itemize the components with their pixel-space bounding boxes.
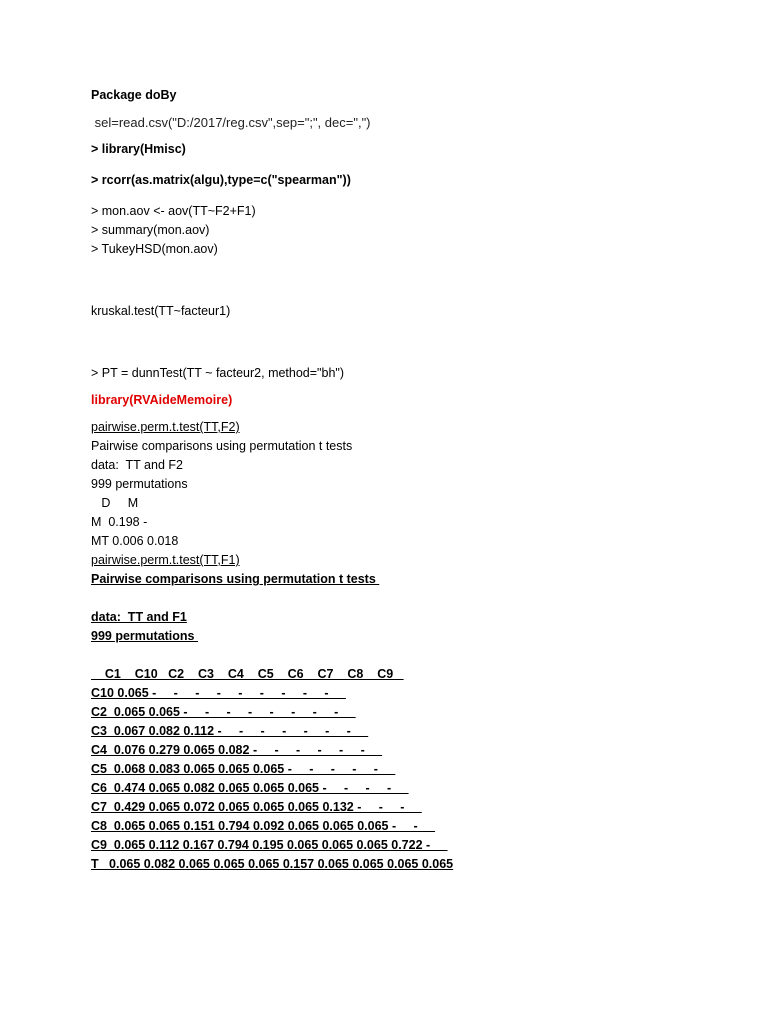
perm2-data: data: TT and F1 [91,610,187,624]
perm2-title: Pairwise comparisons using permutation t tests [91,572,380,586]
matrix-header: C1 C10 C2 C3 C4 C5 C6 C7 C8 C9 [91,667,404,681]
perm1-row: M 0.198 - [91,515,148,529]
perm2-permutations: 999 permutations [91,629,198,643]
matrix-row: T 0.065 0.082 0.065 0.065 0.065 0.157 0.065 0.065 0.065 0.065 [91,857,454,871]
read-csv-line: sel=read.csv("D:/2017/reg.csv",sep=";", dec=",") [91,115,371,130]
matrix-row: C10 0.065 - - - - - - - - - [91,686,346,700]
matrix-row: C7 0.429 0.065 0.072 0.065 0.065 0.065 0.132 - - - [91,800,422,814]
kruskal-line: kruskal.test(TT~facteur1) [91,304,231,318]
library-rva-line: library(RVAideMemoire) [91,393,233,407]
tukey-line: > TukeyHSD(mon.aov) [91,242,218,256]
matrix-row: C9 0.065 0.112 0.167 0.794 0.195 0.065 0.065 0.065 0.722 - [91,838,448,852]
doc-title: Package doBy [91,88,177,102]
matrix-row: C2 0.065 0.065 - - - - - - - - [91,705,356,719]
matrix-row: C3 0.067 0.082 0.112 - - - - - - - [91,724,369,738]
perm1-title: Pairwise comparisons using permutation t tests [91,439,353,453]
perm1-call: pairwise.perm.t.test(TT,F2) [91,420,240,434]
matrix-row: C8 0.065 0.065 0.151 0.794 0.092 0.065 0.065 0.065 - - [91,819,436,833]
dunn-line: > PT = dunnTest(TT ~ facteur2, method="bh") [91,366,344,380]
perm1-header: D M [91,496,139,510]
summary-line: > summary(mon.aov) [91,223,210,237]
matrix-row: C5 0.068 0.083 0.065 0.065 0.065 - - - - - [91,762,396,776]
perm2-call: pairwise.perm.t.test(TT,F1) [91,553,240,567]
aov-line: > mon.aov <- aov(TT~F2+F1) [91,204,256,218]
perm1-row: MT 0.006 0.018 [91,534,179,548]
perm1-permutations: 999 permutations [91,477,188,491]
matrix-row: C6 0.474 0.065 0.082 0.065 0.065 0.065 - - - - [91,781,409,795]
matrix-row: C4 0.076 0.279 0.065 0.082 - - - - - - [91,743,383,757]
library-hmisc-line: > library(Hmisc) [91,142,186,156]
perm1-data: data: TT and F2 [91,458,183,472]
document-page [91,86,731,874]
rcorr-line: > rcorr(as.matrix(algu),type=c("spearman")) [91,173,351,187]
